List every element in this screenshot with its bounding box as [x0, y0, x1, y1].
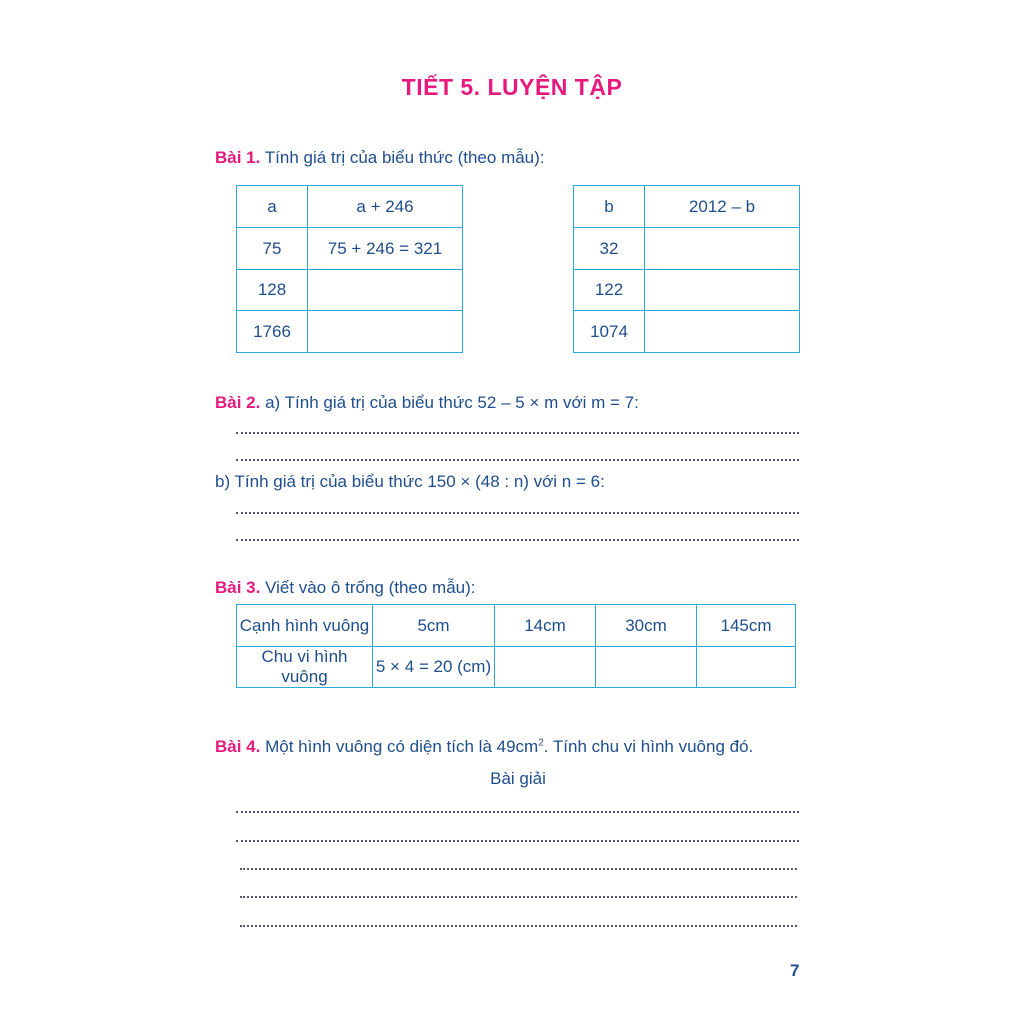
- table-b-answer-cell[interactable]: [645, 270, 800, 311]
- table-row: [574, 311, 800, 353]
- exercise-3-label: Bài 3.: [215, 578, 261, 597]
- table-cell: 5cm: [373, 605, 495, 647]
- table-row: [237, 228, 463, 270]
- table-a-cell: 75 + 246 = 321: [308, 228, 463, 270]
- table-a-header-a: a: [237, 186, 308, 228]
- table-cell: 5 × 4 = 20 (cm): [373, 647, 495, 688]
- answer-line[interactable]: [240, 868, 797, 870]
- table-a-cell: 75: [237, 228, 308, 270]
- table-b-cell: 32: [574, 228, 645, 270]
- table-row: [574, 228, 800, 270]
- table-row: [574, 270, 800, 311]
- answer-cell[interactable]: [697, 647, 796, 688]
- row-header-side: Cạnh hình vuông: [237, 605, 373, 647]
- exercise-4-label: Bài 4.: [215, 737, 261, 756]
- superscript: 2: [538, 737, 544, 749]
- answer-line[interactable]: [236, 539, 799, 541]
- table-row: [237, 605, 796, 647]
- exercise-1-table-a: [236, 185, 463, 353]
- exercise-1-label: Bài 1.: [215, 148, 261, 167]
- answer-line[interactable]: [236, 512, 799, 514]
- table-b-cell: 1074: [574, 311, 645, 353]
- table-a-cell: 128: [237, 270, 308, 311]
- table-b-cell: 122: [574, 270, 645, 311]
- page-number: 7: [790, 961, 800, 980]
- exercise-2b-text: b) Tính giá trị của biểu thức 150 × (48 : n) với n = 6:: [215, 472, 605, 491]
- row-header-perimeter: Chu vi hình vuông: [237, 647, 373, 688]
- answer-line[interactable]: [236, 459, 799, 461]
- exercise-2a-text: a) Tính giá trị của biểu thức 52 – 5 × m với m = 7:: [265, 393, 639, 412]
- exercise-4-text-part: . Tính chu vi hình vuông đó.: [543, 737, 754, 756]
- table-a-answer-cell[interactable]: [308, 270, 463, 311]
- answer-line[interactable]: [240, 896, 797, 898]
- exercise-4-text: [265, 737, 753, 756]
- table-cell: 30cm: [596, 605, 697, 647]
- exercise-2-label: Bài 2.: [215, 393, 261, 412]
- exercise-1-table-b: [573, 185, 800, 353]
- answer-cell[interactable]: [596, 647, 697, 688]
- table-a-answer-cell[interactable]: [308, 311, 463, 353]
- table-cell: 145cm: [697, 605, 796, 647]
- answer-line[interactable]: [236, 432, 799, 434]
- answer-line[interactable]: [240, 925, 797, 927]
- exercise-3-prompt: [215, 578, 476, 598]
- exercise-2-part-a: [215, 393, 639, 413]
- table-b-answer-cell[interactable]: [645, 311, 800, 353]
- exercise-3-table: [236, 604, 796, 688]
- table-row: [237, 311, 463, 353]
- solution-heading: Bài giải: [490, 769, 546, 788]
- exercise-3-text: Viết vào ô trống (theo mẫu):: [265, 578, 476, 597]
- table-b-header-expr: 2012 – b: [645, 186, 800, 228]
- table-a-header-expr: a + 246: [308, 186, 463, 228]
- exercise-1-prompt: [215, 148, 545, 168]
- answer-line[interactable]: [236, 811, 799, 813]
- table-b-answer-cell[interactable]: [645, 228, 800, 270]
- table-b-header-b: b: [574, 186, 645, 228]
- exercise-4-prompt: [215, 737, 753, 757]
- table-cell: 14cm: [495, 605, 596, 647]
- table-row: [237, 647, 796, 688]
- table-row: [237, 270, 463, 311]
- exercise-4-text-part: Một hình vuông có diện tích là 49cm: [265, 737, 539, 756]
- answer-cell[interactable]: [495, 647, 596, 688]
- page-title: TIẾT 5. LUYỆN TẬP: [401, 74, 623, 100]
- answer-line[interactable]: [236, 840, 799, 842]
- exercise-1-text: Tính giá trị của biểu thức (theo mẫu):: [264, 148, 545, 167]
- table-a-cell: 1766: [237, 311, 308, 353]
